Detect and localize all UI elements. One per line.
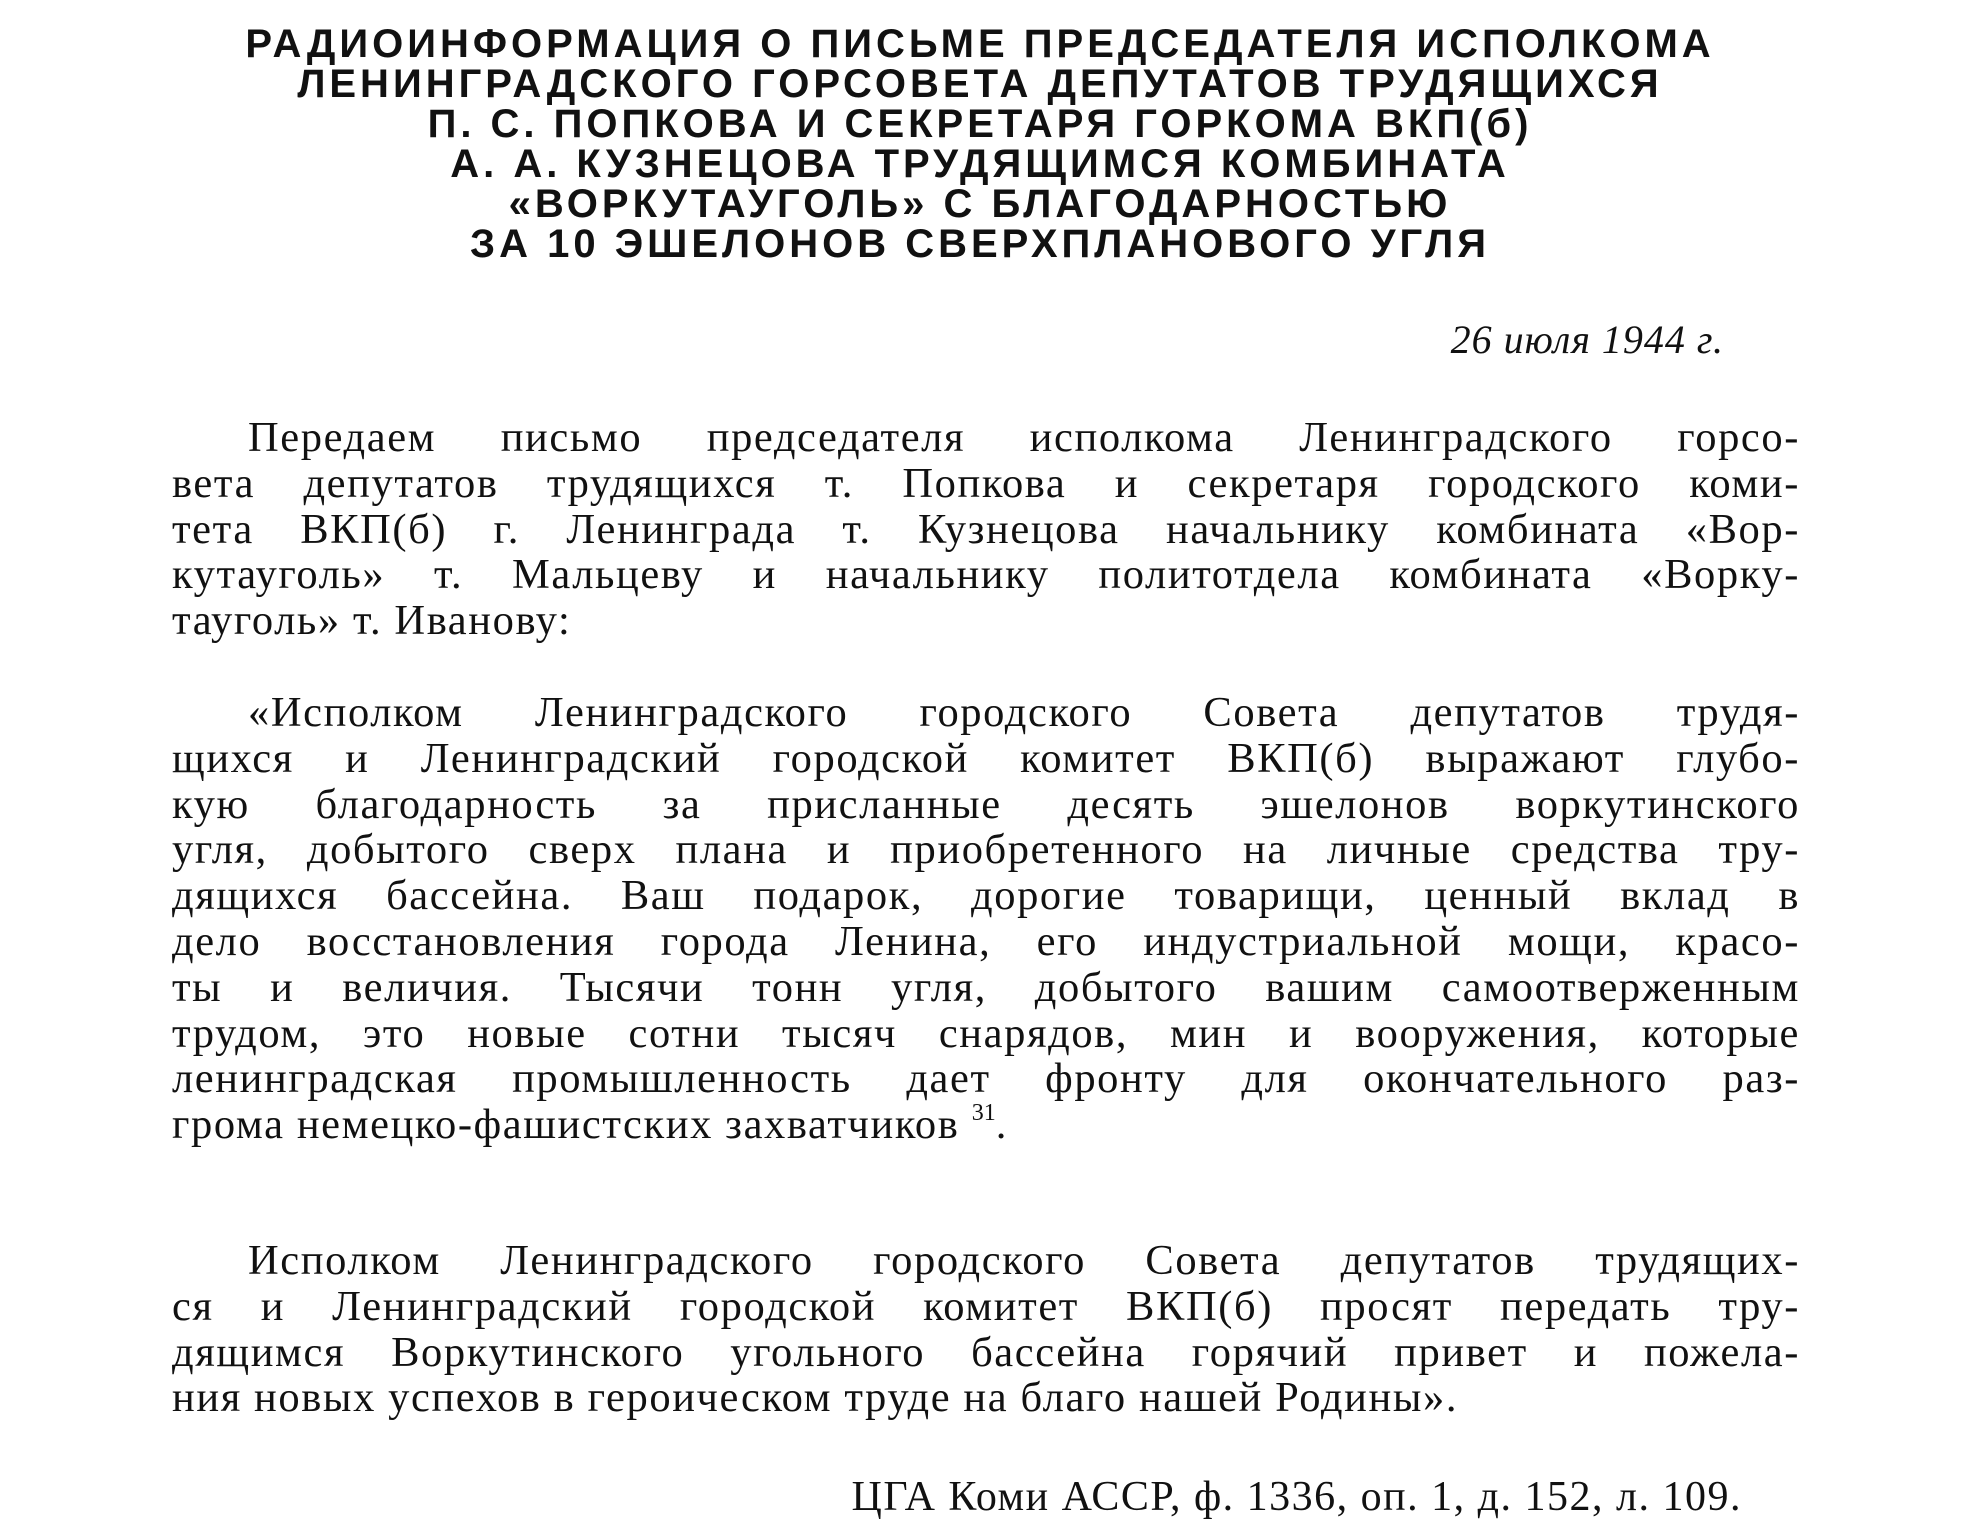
text-line: кутауголь» т. Мальцеву и начальнику политотдела комбината «Ворку- <box>172 551 1800 599</box>
text-line: Исполком Ленинградского городского Совета депутатов трудящих- <box>248 1237 1800 1284</box>
title-line: ЗА 10 ЭШЕЛОНОВ СВЕРХПЛАНОВОГО УГЛЯ <box>470 222 1490 266</box>
title-line: РАДИОИНФОРМАЦИЯ О ПИСЬМЕ ПРЕДСЕДАТЕЛЯ ИСПОЛКОМА <box>245 22 1715 66</box>
text-line-with-footnote <box>172 1102 1800 1148</box>
text-line: ленинградская промышленность дает фронту для окончательного раз- <box>172 1055 1800 1103</box>
text-line: дело восстановления города Ленина, его индустриальной мощи, красо- <box>172 917 1800 965</box>
paragraph-intro <box>172 415 1800 644</box>
document-date: 26 июля 1944 г. <box>1450 317 1724 362</box>
text-line: тета ВКП(б) г. Ленинграда т. Кузнецова начальнику комбината «Вор- <box>172 505 1800 553</box>
text-line: трудом, это новые сотни тысяч снарядов, мин и вооружения, которые <box>172 1009 1800 1057</box>
text-line: щихся и Ленинградский городской комитет ВКП(б) выражают глубо- <box>172 734 1800 782</box>
archive-source-reference: ЦГА Коми АССР, ф. 1336, оп. 1, д. 152, л. 109. <box>851 1474 1742 1520</box>
title-line: ЛЕНИНГРАДСКОГО ГОРСОВЕТА ДЕПУТАТОВ ТРУДЯЩИХСЯ <box>297 62 1663 106</box>
text-line: кую благодарность за присланные десять эшелонов воркутинского <box>172 780 1800 828</box>
title-line: П. С. ПОПКОВА И СЕКРЕТАРЯ ГОРКОМА ВКП(б) <box>427 102 1533 146</box>
text-line: ния новых успехов в героическом труде на благо нашей Родины». <box>172 1374 1459 1422</box>
title-line: «ВОРКУТАУГОЛЬ» С БЛАГОДАРНОСТЬЮ <box>508 182 1452 226</box>
text-line: вета депутатов трудящихся т. Попкова и секретаря городского коми- <box>172 459 1800 507</box>
text-line: тауголь» т. Иванову: <box>172 597 572 645</box>
text-line: «Исполком Ленинградского городского Совета депутатов трудя- <box>248 689 1800 736</box>
text-line: дящимся Воркутинского угольного бассейна горячий привет и пожела- <box>172 1328 1800 1376</box>
text-line: Передаем письмо председателя исполкома Ленинградского горсо- <box>248 414 1800 461</box>
text-line: ся и Ленинградский городской комитет ВКП(б) просят передать тру- <box>172 1282 1800 1330</box>
text-line: угля, добытого сверх плана и приобретенного на личные средства тру- <box>172 826 1800 874</box>
footnote-reference: 31 <box>971 1100 996 1127</box>
paragraph-letter-quote <box>172 690 1800 1148</box>
text-line: ты и величия. Тысячи тонн угля, добытого вашим самоотверженным <box>172 963 1800 1011</box>
title-line: А. А. КУЗНЕЦОВА ТРУДЯЩИМСЯ КОМБИНАТА <box>450 142 1510 186</box>
text-line: дящихся бассейна. Ваш подарок, дорогие товарищи, ценный вклад в <box>172 872 1800 920</box>
document-title <box>230 24 1730 264</box>
paragraph-closing <box>172 1238 1800 1421</box>
sentence-end: . <box>995 1101 1008 1149</box>
text-line-content: грома немецко-фашистских захватчиков <box>172 1101 960 1149</box>
